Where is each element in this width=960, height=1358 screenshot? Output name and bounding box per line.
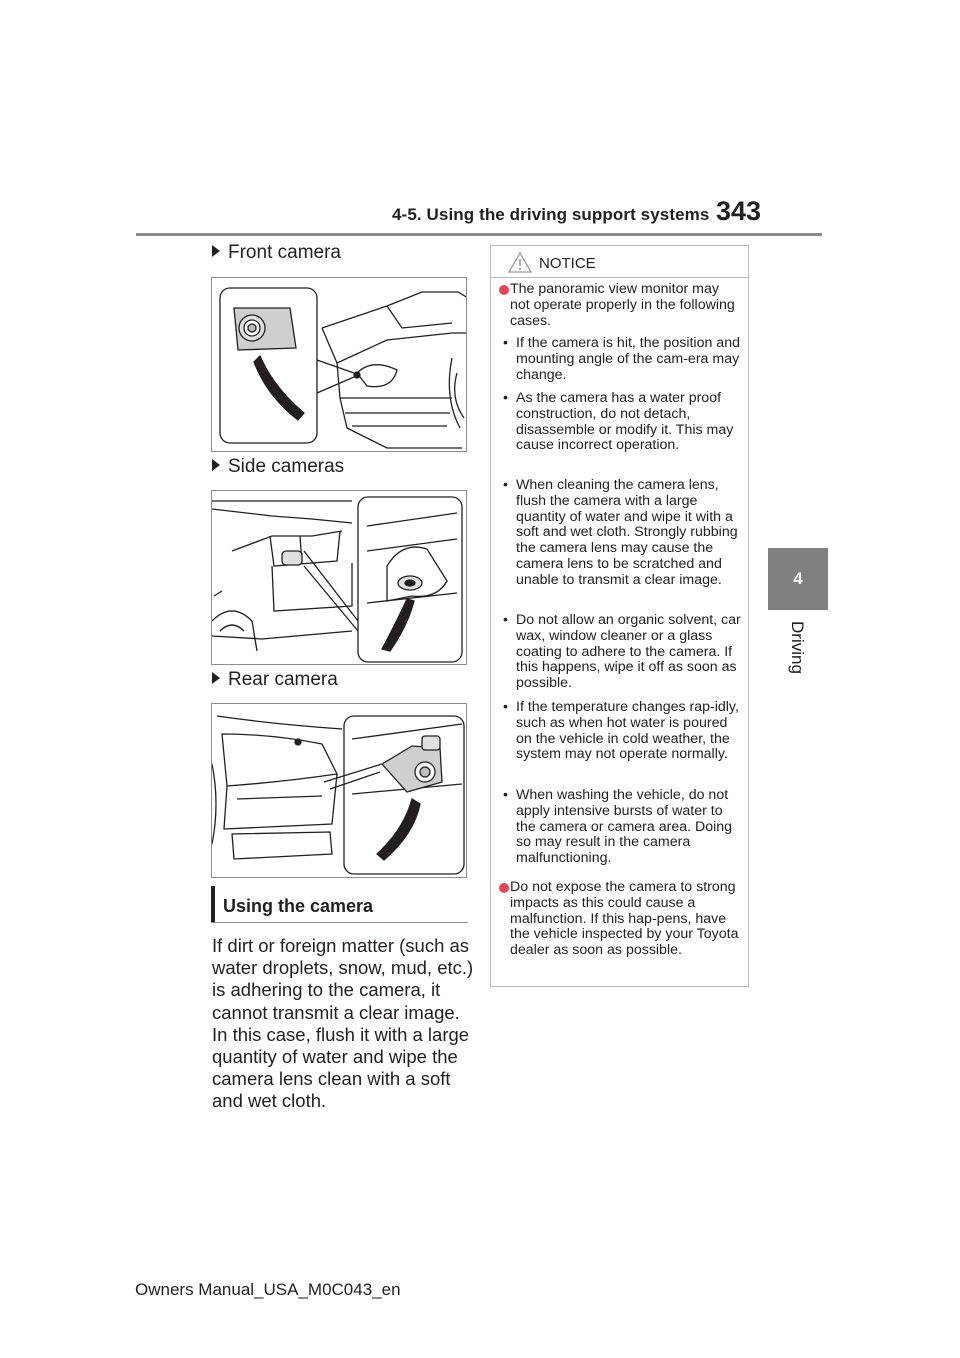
dot-bullet-icon: •	[503, 335, 508, 351]
rear-camera-figure	[211, 703, 467, 878]
notice-subitem-6-text: When washing the vehicle, do not apply intensive bursts of water to the camera or camera area. Doing so may result in the camera malfunctioning.	[516, 787, 733, 867]
section-heading-text: Using the camera	[223, 896, 374, 916]
chapter-tab	[768, 548, 828, 610]
header-title: 4-5. Using the driving support systems	[392, 205, 710, 224]
chapter-number: 4	[793, 569, 803, 588]
notice-header	[491, 246, 748, 278]
notice-subitem-6	[503, 788, 743, 867]
notice-item-2-text: Do not expose the camera to strong impacts as this could cause a malfunction. If this hap-pens, have the vehicle inspected by your Toyota dealer as soon as possible.	[510, 879, 739, 959]
side-cameras-figure	[211, 490, 467, 665]
triangle-bullet-icon	[212, 459, 220, 471]
notice-item-1-text: The panoramic view monitor may not operate properly in the following cases.	[510, 281, 735, 329]
notice-subitem-2	[503, 391, 743, 454]
front-camera-caption-text: Front camera	[228, 242, 341, 263]
triangle-bullet-icon	[212, 672, 220, 684]
notice-box	[490, 245, 749, 987]
red-dot-bullet-icon	[499, 883, 509, 893]
notice-subitem-5-text: If the temperature changes rap-idly, such as when hot water is poured on the vehicle in cold weather, the system may not operate normally.	[516, 699, 739, 763]
chapter-label: Driving	[788, 621, 807, 674]
notice-item-1	[510, 282, 742, 329]
side-cameras-caption-text: Side cameras	[228, 456, 345, 477]
triangle-bullet-icon	[212, 245, 220, 257]
notice-subitem-4	[503, 613, 743, 692]
warning-triangle-icon	[508, 252, 532, 273]
side-cameras-caption	[212, 456, 344, 478]
footer-text: Owners Manual_USA_M0C043_en	[135, 1280, 401, 1299]
header-rule	[136, 233, 822, 236]
page-number: 343	[716, 196, 762, 226]
dot-bullet-icon: •	[503, 477, 508, 493]
rear-camera-caption-text: Rear camera	[228, 669, 338, 690]
dot-bullet-icon: •	[503, 699, 508, 715]
dot-bullet-icon: •	[503, 612, 508, 628]
notice-subitem-1-text: If the camera is hit, the position and mounting angle of the cam-era may change.	[516, 335, 740, 383]
front-camera-figure	[211, 277, 467, 452]
notice-subitem-4-text: Do not allow an organic solvent, car wax, window cleaner or a glass coating to adhere to the camera. If this happens, wipe it off as soon as possible.	[516, 612, 741, 692]
dot-bullet-icon: •	[503, 390, 508, 406]
front-camera-caption	[212, 242, 341, 264]
red-dot-bullet-icon	[499, 285, 509, 295]
dot-bullet-icon: •	[503, 787, 508, 803]
section-body: If dirt or foreign matter (such as water droplets, snow, mud, etc.) is adhering to the camera, it cannot transmit a clear image. In this case, flush it with a large quantity of water and wipe the camera lens clean with a soft and wet cloth.	[212, 935, 474, 1112]
notice-subitem-2-text: As the camera has a water proof construction, do not detach, disassemble or modify it. This may cause incorrect operation.	[516, 390, 734, 454]
notice-subitem-3-text: When cleaning the camera lens, flush the camera with a large quantity of water and wipe it with a soft and wet cloth. Strongly rubbing the camera lens may cause the camera lens to be scratched and unable to transmit a clear image.	[516, 477, 738, 588]
notice-subitem-5	[503, 700, 743, 763]
notice-subitem-1	[503, 336, 743, 383]
section-heading-bar	[211, 886, 215, 922]
rear-camera-caption	[212, 669, 338, 691]
notice-label: NOTICE	[539, 255, 596, 272]
notice-subitem-3	[503, 478, 743, 589]
section-heading	[211, 886, 468, 923]
notice-item-2	[510, 880, 742, 959]
